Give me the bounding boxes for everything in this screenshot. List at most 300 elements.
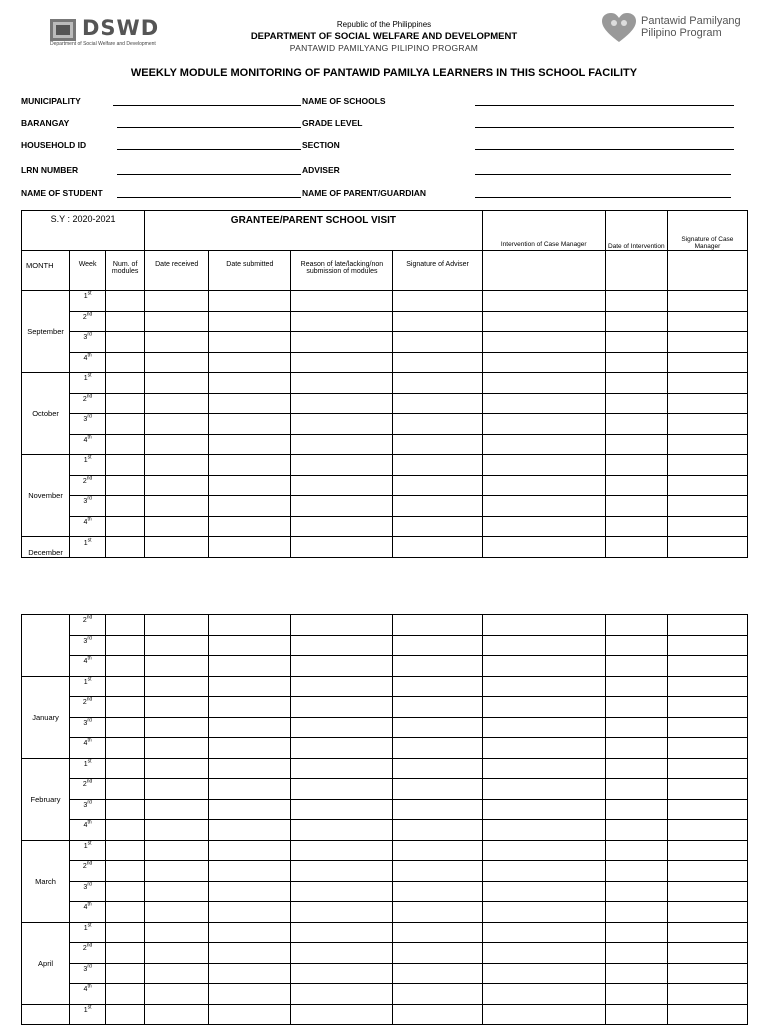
entry-cell[interactable] [145,1004,209,1025]
entry-cell[interactable] [667,311,747,332]
entry-cell[interactable] [209,311,291,332]
entry-cell[interactable] [482,311,605,332]
entry-cell[interactable] [106,758,145,779]
entry-cell[interactable] [482,984,605,1005]
entry-cell[interactable] [291,758,393,779]
entry-cell[interactable] [482,516,605,537]
entry-cell[interactable] [106,475,145,496]
entry-cell[interactable] [667,820,747,841]
entry-cell[interactable] [145,496,209,517]
entry-cell[interactable] [605,291,667,312]
entry-cell[interactable] [482,861,605,882]
entry-cell[interactable] [605,717,667,738]
entry-cell[interactable] [482,943,605,964]
entry-cell[interactable] [482,881,605,902]
entry-cell[interactable] [291,455,393,476]
entry-cell[interactable] [291,656,393,677]
table-row [22,758,748,779]
entry-cell[interactable] [667,537,747,558]
entry-cell[interactable] [393,393,482,414]
field-input-line[interactable] [117,197,301,198]
dswd-logo-subtitle: Department of Social Welfare and Development [50,41,156,47]
entry-cell[interactable] [291,635,393,656]
entry-cell[interactable] [106,496,145,517]
entry-cell[interactable] [106,820,145,841]
entry-cell[interactable] [209,434,291,455]
entry-cell[interactable] [605,676,667,697]
month-label: March [22,840,70,922]
week-label: 4th [70,352,106,373]
entry-cell[interactable] [145,738,209,759]
week-label: 4th [70,656,106,677]
entry-cell[interactable] [605,922,667,943]
entry-cell[interactable] [482,496,605,517]
entry-cell[interactable] [393,291,482,312]
entry-cell[interactable] [667,881,747,902]
entry-cell[interactable] [482,537,605,558]
entry-cell[interactable] [291,779,393,800]
entry-cell[interactable] [209,963,291,984]
entry-cell[interactable] [145,311,209,332]
entry-cell[interactable] [145,840,209,861]
entry-cell[interactable] [291,943,393,964]
entry-cell[interactable] [667,717,747,738]
entry-cell[interactable] [393,840,482,861]
entry-cell[interactable] [106,352,145,373]
entry-cell[interactable] [667,332,747,353]
entry-cell[interactable] [482,758,605,779]
field-input-line[interactable] [475,149,734,150]
entry-cell[interactable] [605,1004,667,1025]
entry-cell[interactable] [209,676,291,697]
entry-cell[interactable] [482,455,605,476]
entry-cell[interactable] [393,516,482,537]
week-label: 1st [70,1004,106,1025]
entry-cell[interactable] [393,455,482,476]
entry-cell[interactable] [291,902,393,923]
entry-cell[interactable] [106,332,145,353]
entry-cell[interactable] [667,861,747,882]
entry-cell[interactable] [605,537,667,558]
entry-cell[interactable] [605,393,667,414]
entry-cell[interactable] [667,516,747,537]
entry-cell[interactable] [605,697,667,718]
entry-cell[interactable] [393,779,482,800]
entry-cell[interactable] [393,635,482,656]
entry-cell[interactable] [393,697,482,718]
entry-cell[interactable] [393,434,482,455]
week-label: 1st [70,455,106,476]
entry-cell[interactable] [393,799,482,820]
table-row [22,943,748,964]
entry-cell[interactable] [106,779,145,800]
entry-cell[interactable] [209,332,291,353]
entry-cell[interactable] [291,496,393,517]
entry-cell[interactable] [482,475,605,496]
entry-cell[interactable] [291,697,393,718]
entry-cell[interactable] [145,963,209,984]
entry-cell[interactable] [106,984,145,1005]
entry-cell[interactable] [667,455,747,476]
entry-cell[interactable] [209,496,291,517]
entry-cell[interactable] [106,393,145,414]
entry-cell[interactable] [209,984,291,1005]
entry-cell[interactable] [482,434,605,455]
entry-cell[interactable] [145,393,209,414]
week-label: 2nd [70,779,106,800]
entry-cell[interactable] [106,434,145,455]
field-input-line[interactable] [475,105,734,106]
entry-cell[interactable] [145,635,209,656]
entry-cell[interactable] [209,820,291,841]
entry-cell[interactable] [145,537,209,558]
entry-cell[interactable] [145,902,209,923]
entry-cell[interactable] [393,758,482,779]
entry-cell[interactable] [106,840,145,861]
entry-cell[interactable] [482,738,605,759]
entry-cell[interactable] [393,352,482,373]
field-input-line[interactable] [475,197,731,198]
entry-cell[interactable] [605,963,667,984]
entry-cell[interactable] [106,881,145,902]
entry-cell[interactable] [209,799,291,820]
entry-cell[interactable] [106,963,145,984]
entry-cell[interactable] [482,393,605,414]
table-row [22,984,748,1005]
entry-cell[interactable] [145,434,209,455]
column-header-row [22,251,748,291]
entry-cell[interactable] [145,697,209,718]
entry-cell[interactable] [291,984,393,1005]
entry-cell[interactable] [667,656,747,677]
entry-cell[interactable] [667,373,747,394]
entry-cell[interactable] [145,414,209,435]
entry-cell[interactable] [667,496,747,517]
field-input-line[interactable] [117,127,301,128]
entry-cell[interactable] [393,311,482,332]
entry-cell[interactable] [209,779,291,800]
entry-cell[interactable] [393,537,482,558]
entry-cell[interactable] [209,902,291,923]
entry-cell[interactable] [393,922,482,943]
entry-cell[interactable] [393,984,482,1005]
entry-cell[interactable] [482,656,605,677]
entry-cell[interactable] [667,799,747,820]
entry-cell[interactable] [482,820,605,841]
entry-cell[interactable] [145,373,209,394]
entry-cell[interactable] [291,1004,393,1025]
entry-cell[interactable] [667,414,747,435]
entry-cell[interactable] [667,963,747,984]
month-label: December [22,537,70,558]
entry-cell[interactable] [291,537,393,558]
entry-cell[interactable] [145,656,209,677]
entry-cell[interactable] [605,984,667,1005]
program-label: PANTAWID PAMILYANG PILIPINO PROGRAM [289,43,479,53]
entry-cell[interactable] [667,291,747,312]
entry-cell[interactable] [667,984,747,1005]
entry-cell[interactable] [393,820,482,841]
entry-cell[interactable] [605,840,667,861]
entry-cell[interactable] [106,738,145,759]
entry-cell[interactable] [106,922,145,943]
entry-cell[interactable] [291,922,393,943]
entry-cell[interactable] [667,902,747,923]
entry-cell[interactable] [667,475,747,496]
entry-cell[interactable] [291,434,393,455]
entry-cell[interactable] [291,393,393,414]
entry-cell[interactable] [106,676,145,697]
entry-cell[interactable] [605,311,667,332]
entry-cell[interactable] [482,291,605,312]
entry-cell[interactable] [145,758,209,779]
entry-cell[interactable] [106,902,145,923]
entry-cell[interactable] [605,902,667,923]
entry-cell[interactable] [106,799,145,820]
entry-cell[interactable] [605,475,667,496]
entry-cell[interactable] [605,861,667,882]
entry-cell[interactable] [605,352,667,373]
entry-cell[interactable] [209,922,291,943]
entry-cell[interactable] [393,902,482,923]
entry-cell[interactable] [605,516,667,537]
field-input-line[interactable] [475,127,734,128]
entry-cell[interactable] [209,373,291,394]
entry-cell[interactable] [393,496,482,517]
entry-cell[interactable] [605,496,667,517]
entry-cell[interactable] [667,840,747,861]
entry-cell[interactable] [667,635,747,656]
entry-cell[interactable] [393,1004,482,1025]
week-label: 3rd [70,635,106,656]
entry-cell[interactable] [106,1004,145,1025]
entry-cell[interactable] [106,455,145,476]
entry-cell[interactable] [605,332,667,353]
entry-cell[interactable] [667,352,747,373]
entry-cell[interactable] [209,881,291,902]
entry-cell[interactable] [605,799,667,820]
entry-cell[interactable] [667,676,747,697]
entry-cell[interactable] [106,414,145,435]
entry-cell[interactable] [605,758,667,779]
entry-cell[interactable] [393,475,482,496]
entry-cell[interactable] [291,676,393,697]
entry-cell[interactable] [145,820,209,841]
entry-cell[interactable] [482,414,605,435]
entry-cell[interactable] [291,717,393,738]
date-intervention-header: Date of Intervention [605,211,667,251]
entry-cell[interactable] [605,455,667,476]
entry-cell[interactable] [145,516,209,537]
field-label-left: NAME OF STUDENT [21,188,103,198]
entry-cell[interactable] [106,656,145,677]
entry-cell[interactable] [605,820,667,841]
entry-cell[interactable] [145,475,209,496]
entry-cell[interactable] [291,738,393,759]
entry-cell[interactable] [482,717,605,738]
entry-cell[interactable] [605,779,667,800]
entry-cell[interactable] [106,943,145,964]
entry-cell[interactable] [209,475,291,496]
entry-cell[interactable] [667,1004,747,1025]
entry-cell[interactable] [209,758,291,779]
entry-cell[interactable] [291,799,393,820]
entry-cell[interactable] [482,963,605,984]
entry-cell[interactable] [482,635,605,656]
entry-cell[interactable] [291,352,393,373]
entry-cell[interactable] [106,373,145,394]
field-input-line[interactable] [117,149,301,150]
entry-cell[interactable] [667,434,747,455]
entry-cell[interactable] [605,943,667,964]
entry-cell[interactable] [106,635,145,656]
entry-cell[interactable] [106,537,145,558]
table-row [22,820,748,841]
entry-cell[interactable] [605,656,667,677]
entry-cell[interactable] [393,861,482,882]
entry-cell[interactable] [605,414,667,435]
entry-cell[interactable] [145,799,209,820]
entry-cell[interactable] [605,434,667,455]
entry-cell[interactable] [393,615,482,636]
entry-cell[interactable] [106,516,145,537]
entry-cell[interactable] [145,291,209,312]
entry-cell[interactable] [291,861,393,882]
entry-cell[interactable] [209,291,291,312]
entry-cell[interactable] [291,881,393,902]
entry-cell[interactable] [145,881,209,902]
entry-cell[interactable] [482,922,605,943]
entry-cell[interactable] [605,881,667,902]
week-label: 3rd [70,332,106,353]
entry-cell[interactable] [209,393,291,414]
entry-cell[interactable] [393,656,482,677]
entry-cell[interactable] [145,352,209,373]
entry-cell[interactable] [209,537,291,558]
entry-cell[interactable] [209,861,291,882]
entry-cell[interactable] [145,717,209,738]
entry-cell[interactable] [667,922,747,943]
entry-cell[interactable] [106,861,145,882]
entry-cell[interactable] [393,332,482,353]
entry-cell[interactable] [667,697,747,718]
week-label: 1st [70,373,106,394]
entry-cell[interactable] [393,414,482,435]
entry-cell[interactable] [482,779,605,800]
entry-cell[interactable] [393,963,482,984]
entry-cell[interactable] [209,656,291,677]
entry-cell[interactable] [209,840,291,861]
entry-cell[interactable] [291,332,393,353]
entry-cell[interactable] [209,635,291,656]
week-label: 1st [70,758,106,779]
entry-cell[interactable] [393,943,482,964]
entry-cell[interactable] [145,779,209,800]
entry-cell[interactable] [145,943,209,964]
entry-cell[interactable] [291,475,393,496]
entry-cell[interactable] [667,738,747,759]
entry-cell[interactable] [482,373,605,394]
entry-cell[interactable] [605,738,667,759]
entry-cell[interactable] [291,840,393,861]
entry-cell[interactable] [291,963,393,984]
entry-cell[interactable] [145,984,209,1005]
entry-cell[interactable] [482,902,605,923]
entry-cell[interactable] [482,1004,605,1025]
entry-cell[interactable] [482,332,605,353]
entry-cell[interactable] [291,615,393,636]
entry-cell[interactable] [209,697,291,718]
field-label-right: ADVISER [302,165,340,175]
entry-cell[interactable] [209,455,291,476]
entry-cell[interactable] [209,615,291,636]
entry-cell[interactable] [209,352,291,373]
entry-cell[interactable] [291,291,393,312]
entry-cell[interactable] [291,820,393,841]
entry-cell[interactable] [106,311,145,332]
entry-cell[interactable] [106,615,145,636]
table-row [22,516,748,537]
entry-cell[interactable] [106,291,145,312]
entry-cell[interactable] [667,943,747,964]
entry-cell[interactable] [209,1004,291,1025]
entry-cell[interactable] [667,758,747,779]
entry-cell[interactable] [145,922,209,943]
entry-cell[interactable] [145,676,209,697]
entry-cell[interactable] [209,717,291,738]
entry-cell[interactable] [145,332,209,353]
table-row [22,332,748,353]
entry-cell[interactable] [393,881,482,902]
field-input-line[interactable] [113,105,301,106]
entry-cell[interactable] [209,414,291,435]
entry-cell[interactable] [145,861,209,882]
entry-cell[interactable] [667,393,747,414]
entry-cell[interactable] [209,738,291,759]
entry-cell[interactable] [667,615,747,636]
entry-cell[interactable] [605,635,667,656]
entry-cell[interactable] [106,717,145,738]
week-label: 4th [70,516,106,537]
field-input-line[interactable] [475,174,731,175]
entry-cell[interactable] [482,697,605,718]
entry-cell[interactable] [209,943,291,964]
entry-cell[interactable] [291,414,393,435]
entry-cell[interactable] [291,311,393,332]
entry-cell[interactable] [106,697,145,718]
entry-cell[interactable] [605,615,667,636]
entry-cell[interactable] [145,615,209,636]
entry-cell[interactable] [482,799,605,820]
table-row [22,291,748,312]
entry-cell[interactable] [482,615,605,636]
entry-cell[interactable] [393,373,482,394]
entry-cell[interactable] [393,717,482,738]
entry-cell[interactable] [209,516,291,537]
entry-cell[interactable] [605,373,667,394]
field-input-line[interactable] [117,174,301,175]
entry-cell[interactable] [482,676,605,697]
entry-cell[interactable] [482,352,605,373]
entry-cell[interactable] [667,779,747,800]
entry-cell[interactable] [393,676,482,697]
entry-cell[interactable] [482,840,605,861]
entry-cell[interactable] [291,373,393,394]
entry-cell[interactable] [145,455,209,476]
table-row [22,352,748,373]
entry-cell[interactable] [393,738,482,759]
entry-cell[interactable] [291,516,393,537]
